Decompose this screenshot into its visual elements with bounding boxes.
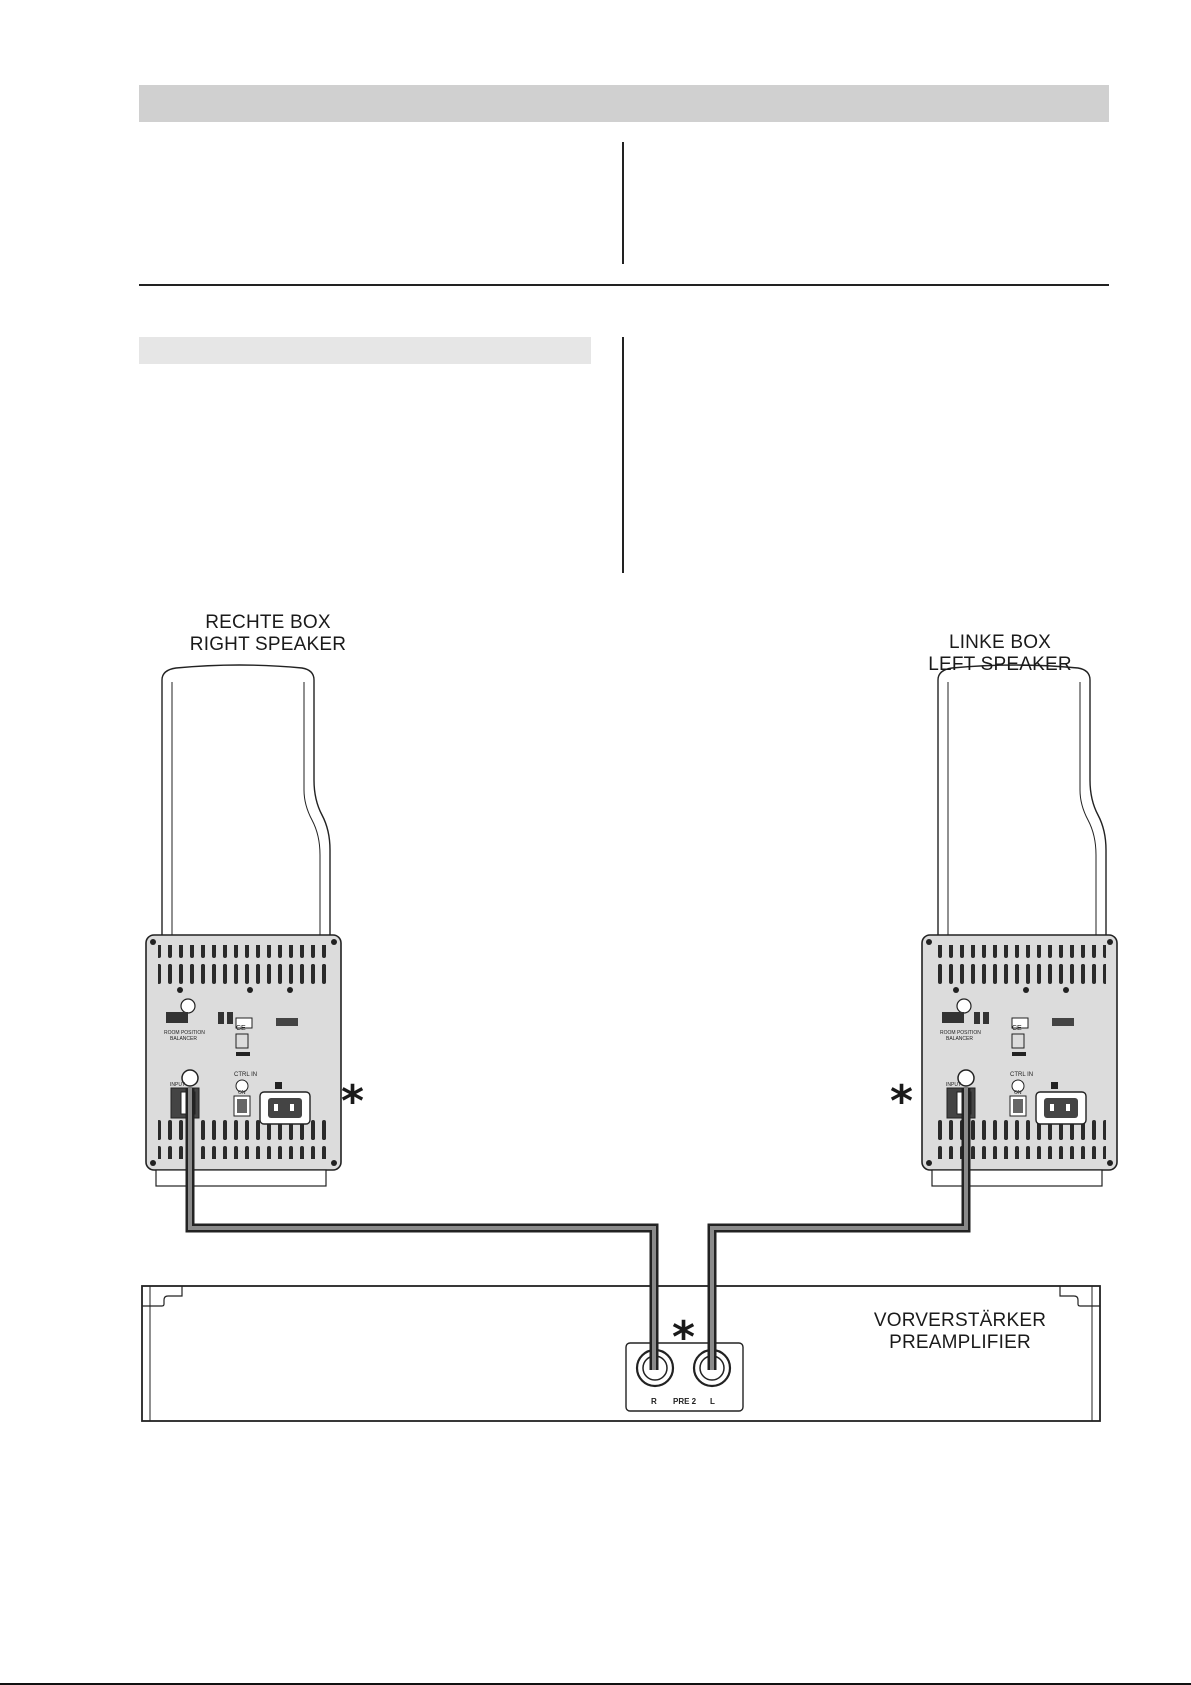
right-panel-room-position-label: ROOM POSITION bbox=[164, 1030, 205, 1036]
left-speaker-asterisk-marker: * bbox=[890, 1076, 914, 1127]
right-panel-balancer-label: BALANCER bbox=[170, 1036, 197, 1042]
right-speaker bbox=[162, 665, 330, 940]
right-speaker-label-en: RIGHT SPEAKER bbox=[189, 634, 347, 655]
right-panel-on-label: ON bbox=[238, 1090, 246, 1096]
left-panel-on-label: ON bbox=[1014, 1090, 1022, 1096]
left-speaker-label-de: LINKE BOX bbox=[948, 632, 1052, 653]
left-speaker-cabinet bbox=[938, 665, 1106, 940]
right-panel-ce-label: CE bbox=[236, 1025, 246, 1032]
right-speaker-panel bbox=[146, 935, 341, 1186]
preamp-output-r-label: R bbox=[651, 1397, 657, 1406]
preamp-output-l-label: L bbox=[710, 1397, 715, 1406]
preamp-asterisk-marker: * bbox=[672, 1312, 696, 1363]
left-speaker-panel bbox=[922, 935, 1117, 1186]
preamplifier-label-en: PREAMPLIFIER bbox=[889, 1332, 1031, 1353]
left-panel-input-label: INPUT bbox=[946, 1082, 961, 1088]
right-speaker-cabinet bbox=[162, 665, 330, 940]
right-speaker-label bbox=[148, 612, 388, 656]
left-panel-ce-label: CE bbox=[1012, 1025, 1022, 1032]
left-speaker bbox=[938, 665, 1106, 940]
right-speaker-label-de: RECHTE BOX bbox=[205, 612, 331, 633]
left-panel-balancer-label: BALANCER bbox=[946, 1036, 973, 1042]
preamplifier-label-de: VORVERSTÄRKER bbox=[873, 1310, 1047, 1331]
left-panel-room-position-label: ROOM POSITION bbox=[940, 1030, 981, 1036]
right-speaker-asterisk-marker: * bbox=[341, 1076, 365, 1127]
preamp-output-group-label: PRE 2 bbox=[673, 1397, 697, 1406]
left-panel-ctrl-in-label: CTRL IN bbox=[1010, 1072, 1034, 1078]
right-panel-input-label: INPUT bbox=[170, 1082, 185, 1088]
preamplifier-label bbox=[850, 1310, 1070, 1354]
left-speaker-label-en: LEFT SPEAKER bbox=[928, 654, 1072, 675]
left-speaker-label bbox=[910, 632, 1090, 676]
right-panel-ctrl-in-label: CTRL IN bbox=[234, 1072, 258, 1078]
